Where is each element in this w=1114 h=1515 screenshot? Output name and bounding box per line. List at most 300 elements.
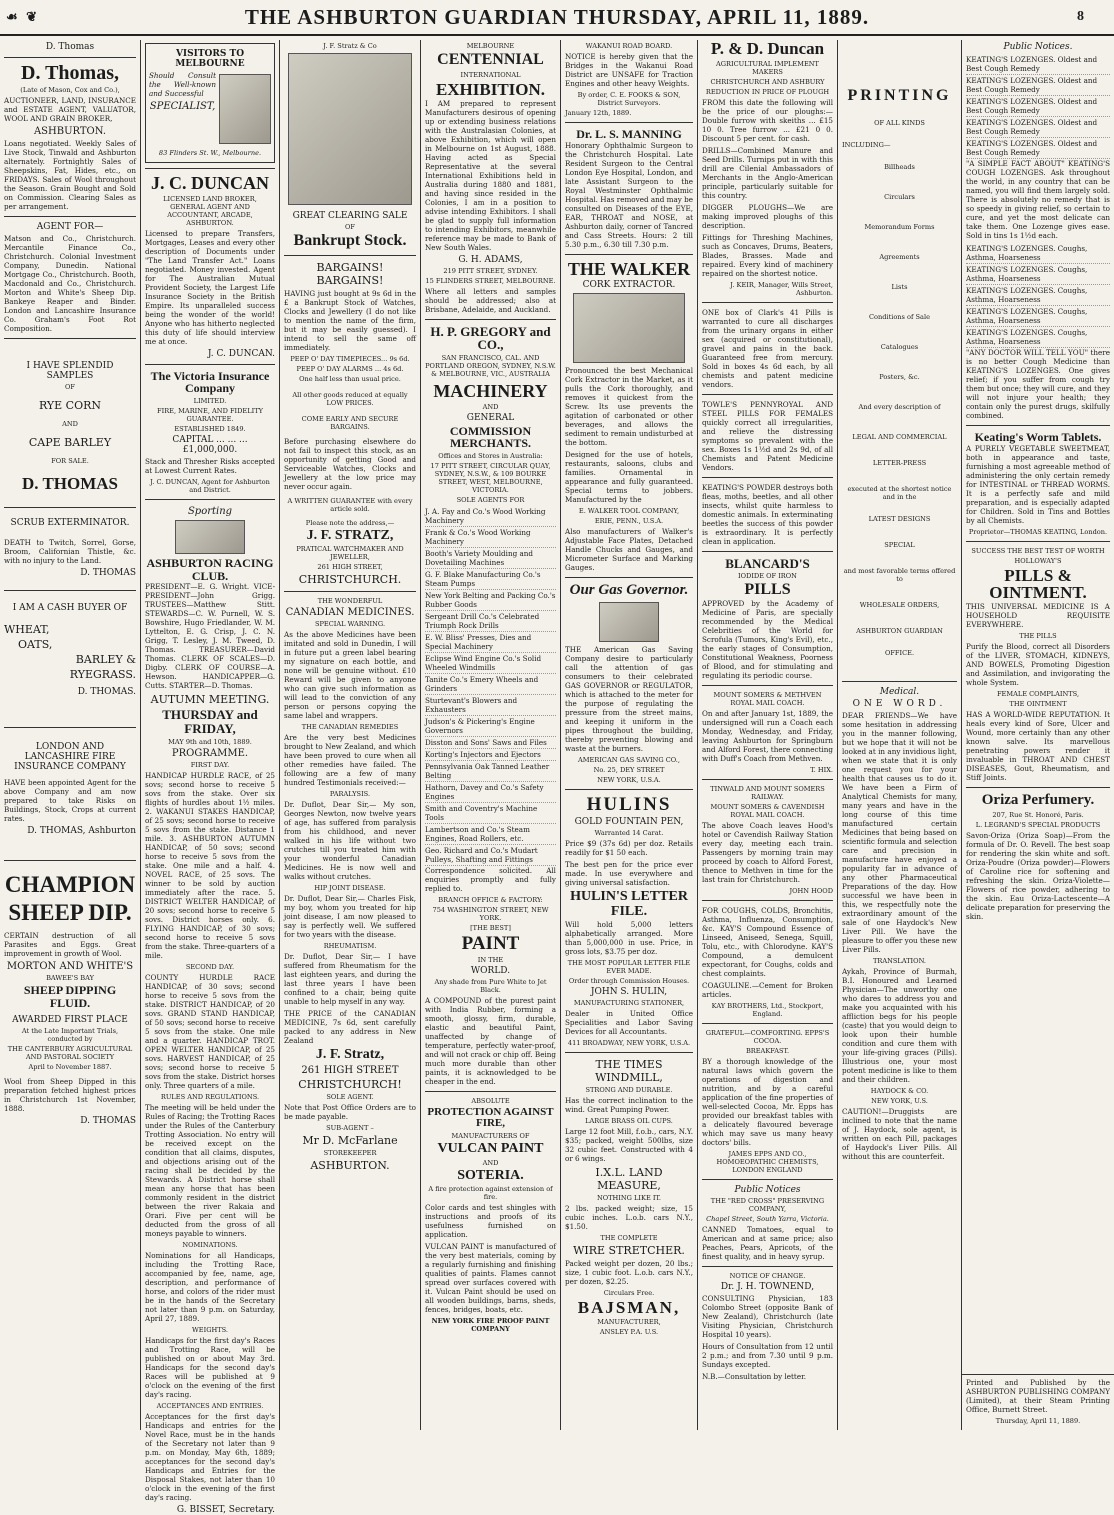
acceptances-body: Acceptances for the first day's Handicaps and entries for the Novel Race, must be in the hands of the Secretary not later than 9 p.m. on Monday, May 6th, 1889; acceptances for the second day's Handicaps and Entries for the Disposal Stakes, not later than 10 o'clock in the evening of the first day's racing. (145, 1411, 275, 1502)
insurance-heading: LONDON AND LANCASHIRE FIRE INSURANCE COMPANY (14, 741, 126, 772)
item-memorandum: Memorandum Forms (864, 222, 935, 231)
consult-text: Should Consult the Well-known and Successful (149, 71, 216, 98)
caution: CAUTION!—Druggists are inclined to note that the name of J. Haydock, sole agent, is written on each Pill, packages of Haydock's Liver Pills. All without this are counterfeit. (842, 1106, 957, 1161)
designed-for: Designed for the use of hotels, restaurants, saloons, clubs and families. Ornamental in appearance and fully guaranteed. Special terms to jobbers. Manufactured by the (565, 450, 693, 505)
trial-date: April to November 1887. (28, 1063, 112, 1072)
keating-list-2 (966, 243, 1110, 348)
racing-club: ASHBURTON RACING CLUB. (146, 556, 274, 583)
drills: DRILLS—Combined Manure and Seed Drills. Turnips put in with this drill are Cilenial Ambassadors of Merchants in the Anglo-American principle, particularly suitable for this country. (702, 145, 833, 200)
one-word-body: DEAR FRIENDS—We have some hesitation in addressing you in the manner following, but we hope that it will not be looked at in any invidious light, when we state that it is only one request you for your health that causes us to do it. We have been a Firm of Analytical Chemists for many, many years and have in the long course of this time manufactured certain Medicines that being based on scientific formula and selection care and precision in manufacture have enjoyed a popularity far in advance of any other Pharmaceutical Preparations of the day. How successful we have been in this, we respectfully note the extraordinary amount of the sale of one Haydock's New Liver Pill. We have the pleasure to offer you these new Liver Pills. (842, 710, 957, 954)
guarantee: A WRITTEN GUARANTEE with every article sold. (287, 496, 413, 513)
agency-item: Frank & Co.'s Wood Working Machinery (425, 527, 556, 548)
established: ESTABLISHED 1849. (174, 425, 246, 434)
color-cards: Color cards and test shingles with instructions and proofs of its usefulness furnished on application. (425, 1203, 556, 1240)
kay-brothers: KAY BROTHERS, Ltd., Stockport, England. (711, 1002, 824, 1019)
gas-company: AMERICAN GAS SAVING CO., (578, 756, 680, 765)
order-through: Order through Commission Houses. (568, 976, 690, 985)
gregory-name: H. P. GREGORY and CO., (430, 323, 551, 353)
cork-extractor-image (573, 293, 685, 363)
international: INTERNATIONAL (460, 70, 521, 79)
reduced: All other goods reduced at equally LOW PRICES. (292, 390, 408, 407)
pills-body: Purify the Blood, correct all Disorders of the LIVER, STOMACH, KIDNEYS, AND BOWELS, Promoting Digestion and Assimilation, and invigorating the whole System. (966, 642, 1110, 688)
office: OFFICE. (884, 648, 915, 657)
ny-fire-proof: NEW YORK FIRE PROOF PAINT COMPANY (431, 1317, 550, 1334)
road-board: WAKANUI ROAD BOARD. (585, 42, 673, 50)
oats: OATS, (18, 637, 53, 651)
one-word: ONE WORD. (852, 698, 947, 709)
agency-item: G. F. Blake Manufacturing Co.'s Steam Pumps (425, 569, 556, 590)
favorable-terms: and most favorable terms offered to (843, 566, 956, 583)
and-1: AND (482, 402, 499, 411)
epps-cocoa: GRATEFUL—COMFORTING. EPPS'S COCOA. (705, 1029, 830, 1046)
thomas-name-sub: (Late of Mason, Cox and Co.), (20, 86, 120, 94)
scrub-heading: SCRUB EXTERMINATOR. (10, 517, 130, 528)
d-thomas-3: D. THOMAS (80, 567, 136, 578)
mcfarlane: Mr D. McFarlane (302, 1134, 398, 1148)
secretary-signature: G. BISSET, Secretary. (176, 1504, 275, 1515)
hulins: HULINS (586, 794, 672, 816)
duncan-sub: AGRICULTURAL IMPLEMENT MAKERS (716, 59, 819, 76)
agency-item: Hathorn, Davey and Co.'s Safety Engines (425, 782, 556, 803)
acceptances-heading: ACCEPTANCES AND ENTRIES. (156, 1401, 264, 1410)
red-cross-address: Chapel Street, South Yarra, Victoria. (706, 1215, 829, 1224)
first-day: FIRST DAY. (190, 760, 230, 769)
d-thomas-5: D. THOMAS, Ashburton (27, 825, 136, 836)
executed: executed at the shortest notice and in the (847, 484, 952, 501)
guardian-name: ASHBURTON GUARDIAN (856, 626, 943, 635)
cape-barley: CAPE BARLEY (28, 436, 112, 449)
melbourne: MELBOURNE (466, 42, 515, 50)
broadway: 411 BROADWAY, NEW YORK, U.S.A. (567, 1038, 691, 1047)
race-dates: MAY 9th and 10th, 1889. (168, 737, 252, 746)
of-all-kinds: OF ALL KINDS (874, 118, 925, 127)
morton-white: MORTON AND WHITE'S (6, 961, 134, 973)
thomas-caption: D. Thomas (45, 42, 95, 52)
wholesale: WHOLESALE ORDERS, (859, 600, 940, 609)
oriza-address: 207, Rue St. Honoré, Paris. (992, 811, 1084, 820)
ansley: ANSLEY P.A. U.S. (599, 1328, 659, 1337)
testimonial-3: Dr. Duflot, Dear Sir,— I have suffered from Rheumatism for the last eighteen years, and during the last three years I have been confined to a chair, being quite unable to help myself in any way. (284, 952, 416, 1007)
thomas-body: Loans negotiated. Weekly Sales of Live Stock, Tinwald and Ashburton alternately. Fortnightly Sales of Sheepskins, Fat, Hides, etc., on FRIDAYS. Sales of Wool throughout the Season. Grain Bought and Sold on Commission. Clearing Sales as per arrangement. (4, 139, 136, 211)
hip-joint: HIP JOINT DISEASE. (314, 884, 386, 893)
pen-best: The best pen for the price ever made. In use everywhere and giving universal satisfaction. (565, 860, 693, 888)
masthead-ornament: ☙ ❦ (6, 10, 40, 25)
gregory-cities: SAN FRANCISCO, CAL. AND PORTLAND OREGON, SYDNEY, N.S.W. & MELBOURNE, VIC., AUSTRALIA (425, 353, 556, 378)
cocoa-body: BY a thorough knowledge of the natural laws which govern the operations of digestion and nutrition, and by a careful application of the fine properties of well-selected Cocoa, Mr. Epps has provided our breakfast tables with a delicately flavoured beverage which may save us many heavy doctors' bills. (702, 1057, 833, 1148)
keating-lozenge-ad: KEATING'S LOZENGES. Coughs, Asthma, Hoarseness (966, 327, 1110, 348)
oriza-body: Savon-Oriza (Oriza Soap)—From the formula of Dr. O. Revell. The best soap for rendering the skin white and soft. Oriza-Poudre (Oriza powder)—Flowers of Caroline rice for softening and refreshing the skin. Oriza-Violette—Flowers of rice powder, adhering to the skin. Eau Oriza-Lactescente—A delicate preparation for preserving the skin. (966, 831, 1110, 922)
item-posters: Posters, &c. (879, 372, 920, 381)
page-number: 8 (1077, 9, 1084, 24)
mount-body: On and after January 1st, 1889, the undersigned will run a Coach each Monday, Wednesday, and Friday, leaving Ashburton for Springburn and Alford Forest, there connecting with Duff's Coach from Methven. (702, 709, 833, 764)
d-thomas-4: D. THOMAS. (77, 686, 136, 697)
general: GENERAL (466, 412, 515, 423)
sheep-body: CERTAIN destruction of all Parasites and Eggs. Great improvement in growth of Wool. (4, 931, 136, 959)
warranted: Warranted 14 Carat. (594, 829, 664, 838)
bawee-bay: BAWEE'S BAY (46, 974, 94, 983)
half-price: One half less than usual price. (299, 374, 401, 383)
world: WORLD. (470, 965, 511, 976)
red-cross: THE "RED CROSS" PRESERVING COMPANY, (710, 1197, 825, 1214)
manning-body: Honorary Ophthalmic Surgeon to the Christchurch Hospital. Late Resident Surgeon to the Central London Eye Hospital, London, and late Assistant Surgeon to the Royal Westminster Ophthalmic Hospital. Has removed and may be consulted on Diseases of the EYE, EAR, THROAT and NOSE, at Ashburton daily, corner of Tancred and Cass Streets. Hours: 2 till 5.30 p.m., 6.30 till 7.30 p.m. (565, 140, 693, 249)
agency-item: New York Belting and Packing Co.'s Rubber Goods (425, 591, 556, 609)
samples-heading: I HAVE SPLENDID SAMPLES (26, 361, 114, 381)
pills-ointment: PILLS & OINTMENT. (989, 565, 1087, 603)
branch-office: BRANCH OFFICE & FACTORY: (438, 896, 543, 904)
column-8 (962, 40, 1114, 1430)
gas-body: THE American Gas Saving Company desire to particularly call the attention of gas consumers to their celebrated GAS GOVERNOR or REGULATOR, which is attached to the meter for the purpose of regulating the pressure from the street mains, and keeping it uniform in the pipes throughout the building, thereby preventing blowing and waste at the burners. (565, 645, 693, 754)
wheat: WHEAT, (4, 622, 50, 636)
sole-agent: SOLE AGENT. (326, 1093, 374, 1102)
notice-change: NOTICE OF CHANGE. (729, 1272, 806, 1281)
centennial: CENTENNIAL (437, 51, 544, 68)
haydock-address: NEW YORK, U.S. (871, 1096, 928, 1105)
item-agreements: Agreements (879, 252, 920, 261)
thomas-name: D. Thomas, (21, 62, 119, 84)
victoria-sub: FIRE, MARINE, AND FIDELITY GUARANTEE. (157, 407, 263, 424)
any-shade: Any shade from Pure White to Jet Black. (434, 977, 547, 994)
samples-and: AND (62, 420, 78, 428)
worm-tablets: Keating's Worm Tablets. (974, 430, 1102, 444)
cork-body: Pronounced the best Mechanical Cork Extractor in the Market, as it pulls the Cork thoroughly, and removes it quickest from the Screw. Its use prevents the agitation of carbonated or other beverages, and allows the sediment to remain undisturbed at the bottom. (565, 366, 693, 448)
simple-fact: "A SIMPLE FACT ABOUT" KEATING'S COUGH LOZENGES. Ask throughout the world, in any country that can be named, you will find them largely sold. There is absolutely no remedy that is so speedy in giving relief, so certain to cure, and yet the most delicate can take them. One Lozenge gives ease. Sold in tins 1s 1½d each. (966, 159, 1110, 240)
nominations-body: Nominations for all Handicaps, including the Trotting Race, accompanied by fee, name, age, description, and performance of horse, and colors of the rider must be in the hands of the Secretary not later than 9 p.m. on Saturday, April 27, 1889. (145, 1250, 275, 1323)
specialist-address: 83 Flinders St. W., Melbourne. (158, 149, 262, 157)
townend-body: CONSULTING Physician, 183 Colombo Street (opposite Bank of New Zealand), Christchurch (late Visiting Physician, Christchurch Hospital 10 years). (702, 1294, 833, 1340)
printed-date: Thursday, April 11, 1889. (995, 1417, 1081, 1425)
windmill-body: Has the correct inclination to the wind. Great Pumping Power. (565, 1095, 693, 1114)
letter-file-body: Will hold 5,000 letters alphabetically arranged. More than 5,000,000 in use. Price, in gross lots, $3.75 per doz. (565, 919, 693, 956)
cavendish-coach: MOUNT SOMERS & CAVENDISH ROYAL MAIL COACH. (710, 803, 825, 820)
any-doctor: "ANY DOCTOR WILL TELL YOU" there is no better Cough Medicine than KEATING'S LOZENGES. One gives relief; if you suffer from cough try them but once; they will cure, and they will not injure your health; they contain only the purest drugs, skilfully combined. (966, 348, 1110, 420)
vulcan-body: VULCAN PAINT is manufactured of the very best materials, coming by a regularly furnishing and finishing qualities of paints. Flames cannot spread over surfaces covered with it. Vulcan Paint should be used on all wooden buildings, barns, sheds, fences, bridges, boats, etc. (425, 1242, 556, 1315)
worm-body: A PURELY VEGETABLE SWEETMEAT, both in appearance and taste, furnishing a most agreeable method of administering the only certain remedy for INTESTINAL or THREAD WORMS. It is a perfectly safe and mild preparation, and is especially adapted for Children. Sold in Tins and Bottles by all Chemists. (966, 443, 1110, 525)
column-4 (421, 40, 561, 1430)
weights-body: Handicaps for the first day's Races and Trotting Race, will be published on or about May 3rd. Handicaps for the second day's Races will be published at 9 o'clock on the evening of the first day's racing. (145, 1335, 275, 1399)
scrub-body: DEATH to Twitch, Sorrel, Gorse, Broom, Californian Thistle, &c. with no injury to the Land. (4, 537, 136, 565)
breakfast: BREAKFAST. (745, 1047, 790, 1056)
testimonial-2: Dr. Duflot, Dear Sir,— Charles Fisk, my boy, whom you treated for hip joint disease, I am now pleased to say is perfectly well. We suffered for two years with the disease. (284, 894, 416, 940)
keating-lozenge-ad: KEATING'S LOZENGES. Oldest and Best Cough Remedy (966, 96, 1110, 117)
before-purchasing: Before purchasing elsewhere do not fail to inspect this stock, as an opportunity of getting Good and Serviceable Watches, Clocks and Jewellery at the low price may never occur again. (284, 436, 416, 491)
offices-address: 17 PITT STREET, CIRCULAR QUAY, SYDNEY, N.S.W., & 109 BOURKE STREET, WEST, MELBOURNE, VICTORIA. (430, 462, 551, 494)
canadian-medicines: CANADIAN MEDICINES. (285, 607, 415, 619)
kays-coughs: FOR COUGHS, COLDS, Bronchitis, Asthma, Influenza, Consumption, &c. KAY'S Compound Essence of Linseed, Aniseed, Senega, Squill, Tolu, etc., with Chlorodyne. KAY'S Compound, a demulcent expectorant, for Coughs, colds and chest complaints. (702, 906, 833, 979)
thomas-trade: AUCTIONEER, LAND, INSURANCE and ESTATE AGENT, VALUATOR, WOOL AND GRAIN BROKER, (4, 96, 136, 123)
the-pills: THE PILLS (1019, 632, 1057, 641)
agent-heading: AGENT FOR— (36, 222, 104, 232)
translation-body: Aykah, Province of Burmah, B.I. Honoured and Learned Physician—The unworthy one who dares to address you and make you acquainted with his affliction begs for his people (caste) that you would deign to look upon their humble condition and cure them with your life-giving graces (Pills). Illustrious one, your most potent medicine is like to them and their children. (842, 966, 957, 1084)
item-conditions: Conditions of Sale (868, 312, 930, 321)
printing-heading: PRINTING (847, 87, 952, 104)
rheumatism: RHEUMATISM. (323, 942, 377, 951)
dipping-fluid: SHEEP DIPPING FLUID. (23, 983, 117, 1010)
legrand: L. LEGRAND'S SPECIAL PRODUCTS (975, 821, 1101, 830)
every-description: And every description of (858, 402, 941, 411)
doctor-portrait-image (219, 74, 271, 144)
duncan-address: CHRISTCHURCH AND ASHBURY (710, 77, 825, 86)
digger-ploughs: DIGGER PLOUGHS—We are making improved ploughs of this description. (702, 202, 833, 230)
specialist: SPECIALIST, (149, 101, 216, 112)
public-notices-6: Public Notices (734, 1185, 801, 1196)
race-days: THURSDAY and FRIDAY, (162, 707, 258, 736)
specialist-ad (145, 43, 275, 163)
fittings: Fittings for Threshing Machines, such as Concaves, Drums, Beaters, Blades, Brasses. Made and repaired. Every kind of machinery repaired on the shortest notice. (702, 232, 833, 278)
medical-heading: Medical. (879, 686, 920, 697)
stratz-name-2: J. F. Stratz, (315, 1047, 385, 1063)
manufacturer: MANUFACTURER, (597, 1318, 661, 1327)
fire-note: A fire protection against extension of fire. (428, 1185, 553, 1202)
rules-body: The meeting will be held under the Rules of Racing; the Trotting Races under the Rules of the Canterbury Trotting Association. No entry will be received except on the condition that all claims, disputes, and objections arising out of the racing shall be decided by the Stewards. A District horse shall mean any horse that has been commonly resident in the district between the river Rakaia and Orari. Five per cent will be deducted from the gross of all moneys payable to winners. (145, 1102, 275, 1238)
wonderful: THE WONDERFUL (317, 597, 383, 606)
victoria-ltd: LIMITED. (193, 397, 227, 406)
sale-of: OF (345, 223, 355, 231)
including: INCLUDING— (842, 140, 891, 149)
stationer: MANUFACTURING STATIONER, (573, 998, 685, 1007)
surveyors-signature: By order, C. E. FOOKS & SON, District Surveyors. (577, 91, 681, 107)
victoria-body: Stack and Thresher Risks accepted at Lowest Current Rates. (145, 457, 275, 476)
fountain-pen: GOLD FOUNTAIN PEN, (574, 817, 684, 828)
column-3 (280, 40, 421, 1430)
agency-item: Sturtevant's Blowers and Exhausters (425, 695, 556, 716)
programme: PROGRAMME. (171, 747, 249, 759)
blancards: BLANCARD'S (725, 555, 810, 571)
ixl: I.X.L. LAND MEASURE, (595, 1165, 663, 1192)
in-the: IN THE (477, 955, 504, 964)
paint: PAINT (461, 933, 520, 954)
victoria-heading: The Victoria Insurance Company (150, 368, 270, 396)
agencies-list (425, 506, 556, 866)
rye-corn: RYE CORN (38, 399, 102, 412)
correspondence: Correspondence solicited. All enquiries promptly and fully replied to. (425, 866, 556, 893)
come-early: COME EARLY AND SECURE BARGAINS. (301, 414, 399, 431)
walker-also: Also manufacturers of Walker's Adjustable Face Plates, Detached Handle Chucks and Gauges, and Micrometer Surface and Marking Gauges. (565, 527, 693, 573)
wire-body: Packed weight per dozen, 20 lbs.; size, 1 cubic foot. L.o.b. cars N.Y., per dozen, $2.25. (565, 1258, 693, 1286)
gas-address: No. 25, DEY STREET (593, 766, 665, 775)
keating-lozenge-ad: KEATING'S LOZENGES. Oldest and Best Cough Remedy (966, 75, 1110, 96)
column-6 (698, 40, 838, 1430)
paint-body: A COMPOUND of the purest paint with India Rubber, forming a smooth, glossy, firm, durable, elastic and beautiful Paint, unaffected by change of temperature, perfectly water-proof, and will not crack or chip off. Being much more durable than other paints, it is acknowledged to be cheaper in the end. (425, 995, 556, 1086)
item-catalogues: Catalogues (880, 342, 919, 351)
agency-item: Smith and Coventry's Machine Tools (425, 803, 556, 824)
clarks-pills: ONE box of Clark's 41 Pills is warranted to cure all discharges from the urinary organs in either sex (acquired or constitutional), gravel and pains in the back. Guaranteed free from mercury. Sold in boxes 4s 6d each, by all chemists and patent medicine vendors. (702, 307, 833, 389)
bargains-body: HAVING just bought at 9s 6d in the £ a Bankrupt Stock of Watches, Clocks and Jewellery (I do not like to mention the name of the firm, but it may be easily guessed). I intend to sell the same off immediately. (284, 288, 416, 352)
agency-item: E. W. Bliss' Presses, Dies and Special Machinery (425, 632, 556, 653)
ryegrass: RYEGRASS. (69, 667, 136, 681)
item-billheads: Billheads (884, 162, 915, 171)
keating-list-1 (966, 54, 1110, 159)
circulars: Circulars Free. (603, 1288, 655, 1297)
champion-heading: CHAMPION (4, 871, 136, 897)
offices: Offices and Stores in Australia: (438, 452, 543, 460)
column-5 (561, 40, 698, 1430)
item-circulars: Circulars (884, 192, 915, 201)
tinwald-railway: TINWALD AND MOUNT SOMERS RAILWAY. (710, 785, 825, 802)
keating-lozenge-ad: KEATING'S LOZENGES. Oldest and Best Cough Remedy (966, 54, 1110, 75)
hix-signature: T. HIX. (810, 766, 833, 775)
keating-lozenge-ad: KEATING'S LOZENGES. Coughs, Asthma, Hoarseness (966, 264, 1110, 285)
keating-lozenge-ad: KEATING'S LOZENGES. Coughs, Asthma, Hoarseness (966, 243, 1110, 264)
the-ointment: THE OINTMENT (1009, 700, 1067, 709)
hood-signature: JOHN HOOD (789, 887, 833, 896)
visitors-heading: VISITORS TO MELBOURNE (175, 49, 245, 69)
note-address: Please note the address,— (305, 518, 395, 527)
success: SUCCESS THE BEST TEST OF WORTH (971, 546, 1105, 555)
towles-pills: TOWLE'S PENNYROYAL AND STEEL PILLS FOR FEMALES quickly correct all irregularities, and relieve the distressing symptoms so prevalent with the sex. Boxes 1s 1½d and 2s 9d, of all Chemists and Patent Medicine Vendors. (702, 399, 833, 472)
oriza-heading: Oriza Perfumery. (981, 792, 1095, 809)
proprietor: Proprietor—THOMAS KEATING, London. (968, 527, 1108, 536)
clock-illustration-image (288, 53, 412, 205)
jcd-sub: LICENSED LAND BROKER, GENERAL AGENT AND ACCOUNTANT, ARCADE, ASHBURTON. (163, 194, 257, 227)
red-cross-body: CANNED Tomatoes, equal to American and at same price; also Peaches, Pears, Apricots, of the finest quality, and in heavy syrup. (702, 1225, 833, 1262)
walker-heading: THE WALKER (567, 258, 691, 279)
jcd-signature: J. C. DUNCAN. (207, 348, 275, 359)
agency-item: Booth's Variety Moulding and Dovetailing Machines (425, 548, 556, 569)
agency-item: Eclipse Wind Engine Co.'s Solid Wheeled Windmills (425, 653, 556, 674)
bajsman: BAJSMAN, (577, 1297, 681, 1317)
printer-footer (962, 1374, 1114, 1430)
erie: ERIE, PENN., U.S.A. (594, 517, 664, 526)
pills: PILLS (744, 581, 791, 599)
awarded: AWARDED FIRST PLACE (12, 1015, 128, 1026)
d-thomas-6: D. THOMAS (80, 1116, 136, 1127)
keating-lozenge-ad: KEATING'S LOZENGES. Coughs, Asthma, Hoarseness (966, 306, 1110, 327)
agent-body: Matson and Co., Christchurch. Mercantile Finance Co., Christchurch. Colonial Investment Company, Dunedin. National Mortgage Co., Christchurch. Booth, Macdonald and Co., Christchurch. Morton and White's Sheep Dip. Bankeye Reaper and Binder. London and Lancashire Insurance Co. Graham's Foot Rot Composition. (4, 234, 136, 333)
latest-designs: LATEST DESIGNS (868, 514, 931, 523)
racehorse-image (175, 520, 245, 554)
masthead-title: THE ASHBURTON GUARDIAN THURSDAY, APRIL 11, 1889. (244, 4, 870, 29)
sub-agent: SUB-AGENT – (326, 1124, 374, 1133)
cork-extractor: CORK EXTRACTOR. (582, 280, 676, 291)
testimonial-1: Dr. Duflot, Dear Sir,— My son, Georges Newton, now twelve years of age, has suffered from paralysis from his childhood, and never walked in his life without two crutches till you treated him with your wonderful Canadian Medicines. He is now well and walks without crutches. (284, 800, 416, 882)
commission-merchants: COMMISSION MERCHANTS. (449, 423, 532, 451)
manufacturers-of: MANUFACTURERS OF (451, 1132, 530, 1141)
walker-company: E. WALKER TOOL COMPANY, (578, 507, 680, 516)
blancard-body: APPROVED by the Academy of Medicine of Paris, are specially recommended by the Medical Celebrities of the World for Scrofula (Tumors, King's Evil), etc., the early stages of Consumption, Constitutional Weakness, Poorness of Blood, and for stimulating and regulating its periodic course. (702, 599, 833, 681)
keating-lozenge-ad: KEATING'S LOZENGES. Oldest and Best Cough Remedy (966, 117, 1110, 138)
duncan-heading: P. & D. Duncan (710, 39, 825, 58)
price-reduction: REDUCTION IN PRICE OF PLOUGH (705, 87, 830, 96)
keating-lozenge-ad: KEATING'S LOZENGES. Oldest and Best Cough Remedy (966, 138, 1110, 159)
agency-item: Judson's & Pickering's Engine Governors (425, 716, 556, 737)
printed-by: Printed and Published by the ASHBURTON PUBLISHING COMPANY (Limited), at their Steam Printing Office, Burnett Street. (966, 1378, 1110, 1414)
barley: BARLEY & (75, 652, 136, 666)
times-windmill: THE TIMES WINDMILL, (595, 1057, 663, 1084)
second-day: SECOND DAY. (185, 962, 235, 971)
consult-letter: N.B.—Consultation by letter. (702, 1372, 806, 1382)
samples-of: OF (65, 383, 75, 391)
female-complaints: FEMALE COMPLAINTS, (996, 690, 1080, 699)
stratz-street-2: 261 HIGH STREET (301, 1065, 399, 1077)
victoria-signature: J. C. DUNCAN, Agent for Ashburton and District. (150, 478, 270, 495)
new-york: NEW YORK, U.S.A. (597, 776, 661, 785)
cash-buyer: I AM A CASH BUYER OF (12, 602, 128, 613)
nominations-heading: NOMINATIONS. (182, 1240, 238, 1249)
cavendish-body: The above Coach leaves Hood's hotel or Cavendish Railway Station every day, meeting each train. Passengers by morning train may proceed by coach to Alford Forest, thence to Methven in time for the last train for Christchurch. (702, 821, 833, 885)
oil-cups: LARGE BRASS OIL CUPS. (585, 1116, 673, 1125)
wool-note: Wool from Sheep Dipped in this preparation fetched highest prices in Christchurch 1st November, 1888. (4, 1077, 136, 1114)
stationer-body: Dealer in United Office Specialities and Labor Saving Devices for all Accountants. (565, 1008, 693, 1036)
canadian-remedies: THE CANADIAN REMEDIES (301, 723, 399, 732)
strong-durable: STRONG AND DURABLE. (585, 1085, 673, 1094)
column-2 (141, 40, 280, 1515)
melbourne-address: 15 FLINDERS STREET, MELBOURNE. (425, 276, 556, 285)
jcd-name: J. C. DUNCAN (151, 173, 269, 193)
remedies-body: Are the very best Medicines brought to New Zealand, and which have been proved to cure when all other remedies have failed. The following are a few of many hundred Testimonials received:— (284, 733, 416, 788)
autumn-meeting: AUTUMN MEETING. (150, 693, 270, 707)
capital: CAPITAL ... ... ... £1,000,000. (172, 435, 248, 456)
paralysis: PARALYSIS. (329, 790, 371, 799)
storekeeper: STOREKEEPER (323, 1149, 377, 1158)
most-popular: THE MOST POPULAR LETTER FILE EVER MADE. (567, 958, 691, 975)
warning-body: As the above Medicines have been imitated and sold in Dunedin, I will in future put a green label bearing my signature on each bottle, and none will be genuine without. £10 Reward will be given to anyone who can give such information as will lead to the conviction of any person or persons copying the same label and wrappers. (284, 630, 416, 721)
exhibition: EXHIBITION. (435, 79, 546, 99)
and-2: AND (482, 1158, 499, 1167)
consult-hours: Hours of Consultation from 12 until 2 p.m.; and from 7.30 until 9 p.m. Sundays excepted. (702, 1342, 833, 1370)
bankrupt-stock: Bankrupt Stock. (293, 232, 407, 249)
vulcan-paint: VULCAN PAINT (437, 1141, 544, 1157)
notice-date: January 12th, 1889. (565, 109, 632, 117)
d-thomas-2: D. THOMAS (21, 474, 119, 493)
fire-protection: PROTECTION AGAINST FIRE, (427, 1105, 554, 1130)
keating-lozenge-ad: KEATING'S LOZENGES. Coughs, Asthma, Hoarseness (966, 285, 1110, 306)
rules-heading: RULES AND REGULATIONS. (160, 1092, 260, 1101)
hulin-name: JOHN S. HULIN, (590, 986, 668, 997)
jcd-body: Licensed to prepare Transfers, Mortgages, Leases and every other description of Documents under "The Land Transfer Act." Loans negotiated. Money invested. Agent for The Australian Mutual Provident Society, the Largest Life Insurance Society in the British Empire. Its unparalleled success being the wonder of the world! Anyone who has hitherto neglected this duty of life should interview me at once. (145, 228, 275, 346)
manning-name: Dr. L. S. MANNING (576, 127, 682, 141)
epps-company: JAMES EPPS AND CO., HOMOEOPATHIC CHEMISTS, LONDON ENGLAND (716, 1150, 819, 1175)
absolute: ABSOLUTE (471, 1096, 510, 1105)
for-sale: FOR SALE. (51, 457, 89, 465)
stratz-city-2: CHRISTCHURCH! (298, 1078, 402, 1092)
agency-item: Tanite Co.'s Emery Wheels and Grinders (425, 674, 556, 695)
adams-address: 219 PITT STREET, SYDNEY. (443, 266, 538, 275)
exhibition-body: I AM prepared to represent Manufacturers desirous of opening up or extending business relations with the Australasian Colonies, at above Exhibition, which will open in Melbourne on 1st August, 1888. Having acted as Special Representative at the several International Exhibitions held in Australia during 1880 and 1881, and having since resided in the Colonies, I am in a position to advise intending Exhibitors. I shall be glad to supply full information to intending Exhibitors, meanwhile reference may be made to Bank of New South Wales. (425, 98, 556, 252)
insurance-body: HAVE been appointed Agent for the above Company and am now prepared to take Risks on Buildings, Stock, Crops at current rates. (4, 777, 136, 823)
item-lists: Lists (891, 282, 908, 291)
gas-governor: Our Gas Governor. (569, 582, 689, 599)
sporting-heading: Sporting (187, 506, 233, 518)
translation: TRANSLATION. (872, 956, 927, 965)
agency-item: Disston and Sons' Saws and Files (425, 737, 556, 749)
society: THE CANTERBURY AGRICULTURAL AND PASTORAL SOCIETY (7, 1045, 133, 1062)
wire-stretcher: WIRE STRETCHER. (573, 1243, 685, 1257)
trials: At the Late Important Trials, conducted by (21, 1027, 119, 1044)
iodide: IODIDE OF IRON (738, 572, 797, 581)
masthead (0, 0, 1114, 36)
coaguline: COAGULINE.—Cement for Broken articles. (702, 981, 833, 1000)
adams-name: G. H. ADAMS, (458, 254, 523, 265)
medicine-price: THE PRICE of the CANADIAN MEDICINE, 7s 6d, sent carefully packed to any address in New Zealand (284, 1009, 416, 1046)
the-best: [THE BEST] (470, 924, 511, 932)
letter-press: LETTER-PRESS (872, 458, 927, 467)
keatings-powder: KEATING'S POWDER destroys both fleas, moths, beetles, and all other insects, whilst quite harmless to domestic animals. In exterminating beetles the success of this powder is extraordinary. It is perfectly clean in application. (702, 482, 833, 546)
legal-commercial: LEGAL AND COMMERCIAL (852, 432, 947, 441)
post-office-note: Note that Post Office Orders are to be made payable. (284, 1103, 416, 1122)
public-notices: Public Notices. (1003, 42, 1073, 52)
watchmaker: PRATICAL WATCHMAKER AND JEWELLER, (296, 545, 404, 562)
agency-item: Geo. Richard and Co.'s Mudart Pulleys, Shafting and Fittings (425, 845, 556, 866)
bargains: BARGAINS! BARGAINS! (316, 260, 384, 287)
oil-body: Large 12 foot Mill, f.o.b., cars, N.Y. $35; packed, weight 500lbs, size 32 cubic feet. Constructed with 4 or 6 wings. (565, 1126, 693, 1163)
holloway-body: THIS UNIVERSAL MEDICINE IS A HOUSEHOLD REQUISITE EVERYWHERE. (966, 602, 1110, 630)
peep-alarms: PEEP O' DAY ALARMS ... 4s 6d. (296, 364, 404, 373)
bridges-notice: NOTICE is hereby given that the Bridges in the Wakanui Road District are UNSAFE for Traction Engines and other heavy Weights. (565, 52, 693, 88)
ixl-body: 2 lbs. packed weight; size, 15 cubic inches. L.o.b. cars N.Y., $1.50. (565, 1203, 693, 1231)
column-7 (838, 40, 962, 1430)
branch-address: 754 WASHINGTON STREET, NEW YORK. (432, 906, 549, 922)
holloways: HOLLOWAY'S (1014, 556, 1062, 565)
